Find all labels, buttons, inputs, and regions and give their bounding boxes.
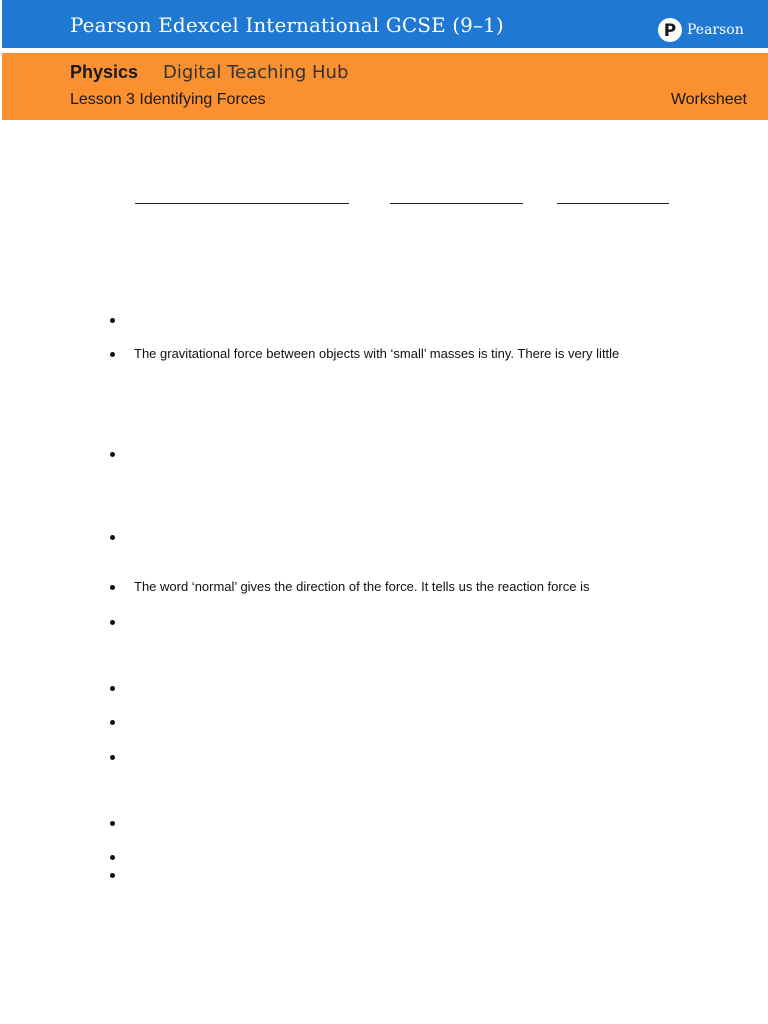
exam-board-header — [2, 0, 768, 48]
date-answer-line[interactable] — [557, 203, 669, 204]
qualification-title: Pearson Edexcel International GCSE (9–1) — [70, 13, 504, 37]
bullet-point — [110, 715, 118, 729]
bullet-point — [110, 868, 118, 882]
name-answer-line[interactable] — [135, 203, 349, 204]
hub-title: Digital Teaching Hub — [163, 62, 349, 83]
pearson-wordmark: Pearson — [687, 22, 744, 38]
bullet-point — [110, 347, 118, 361]
pearson-logo-icon — [658, 18, 682, 42]
bullet-point — [110, 447, 118, 461]
pearson-logo-letter: P — [663, 21, 677, 41]
bullet-point — [110, 580, 118, 594]
course-header — [2, 53, 768, 120]
bullet-point — [110, 681, 118, 695]
bullet-point — [110, 850, 118, 864]
bullet-point — [110, 816, 118, 830]
bullet-point — [110, 750, 118, 764]
bullet-text: The word ‘normal’ gives the direction of the force. It tells us the reaction force is — [134, 579, 590, 594]
bullet-point — [110, 615, 118, 629]
bullet-text: The gravitational force between objects with ‘small’ masses is tiny. There is very little — [134, 346, 620, 361]
class-answer-line[interactable] — [390, 203, 523, 204]
pearson-brand — [658, 17, 744, 43]
subject-title: Physics — [70, 62, 139, 82]
bullet-point — [110, 530, 118, 544]
lesson-title: Lesson 3 Identifying Forces — [70, 91, 266, 108]
bullet-point — [110, 313, 118, 327]
document-type-label: Worksheet — [670, 91, 747, 108]
